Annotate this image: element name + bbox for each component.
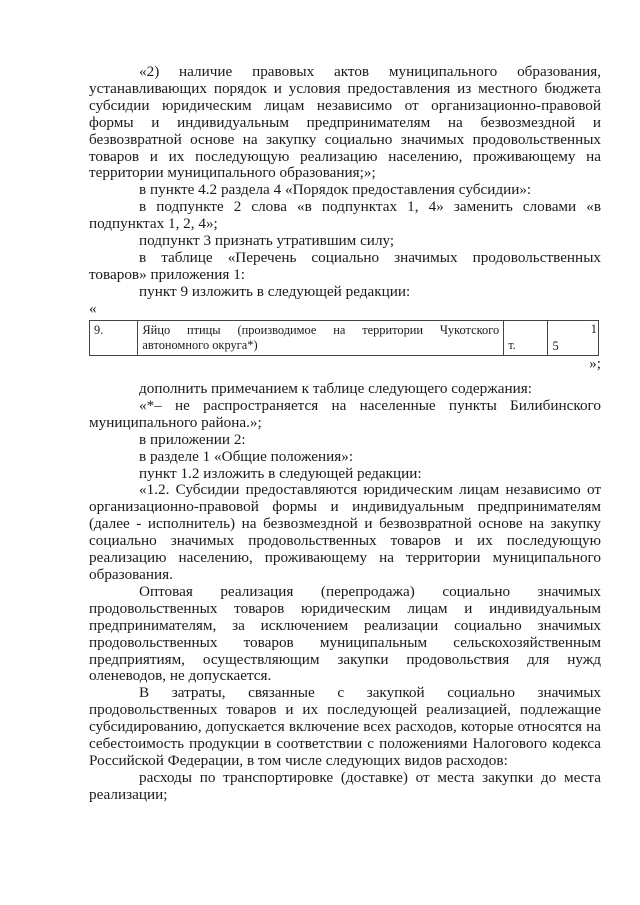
paragraph-appendix-2: в приложении 2: <box>139 430 246 448</box>
paragraph-table-intro: в таблице «Перечень социально значимых продовольственных товаров» приложения 1: <box>89 248 601 283</box>
quantity-line-2: 5 <box>552 339 559 353</box>
table-row <box>90 321 600 356</box>
table-close-quote: »; <box>589 355 601 372</box>
row-product-name: Яйцо птицы (производимое на территории Чукотского автономного округа*) <box>138 321 504 356</box>
paragraph-add-note: дополнить примечанием к таблице следующего содержания: <box>139 380 532 397</box>
paragraph-point-9: пункт 9 изложить в следующей редакции: <box>139 282 411 300</box>
paragraph-1-2-text: «1.2. Субсидии предоставляются юридическим лицам независимо от организационно-правовой формы и индивидуальным предпринимателям (далее - исполнитель) на безвозмездной и безвозвратной основе на закупку социально значимых продовольственных товаров и их последующую реализацию населению, проживающему на территории муниципального образования. <box>89 481 601 583</box>
quantity-line-1: 1 <box>590 322 597 336</box>
paragraph-point-4-2: в пункте 4.2 раздела 4 «Порядок предоставления субсидии»: <box>139 181 532 199</box>
products-table-wrap <box>89 320 601 373</box>
top-paragraphs <box>89 64 601 318</box>
paragraph-wholesale: Оптовая реализация (перепродажа) социально значимых продовольственных товаров юридическим лицам и индивидуальным предпринимателям, за исключением реализации социально значимых продовольственных товаров муниципальным сельскохозяйственным предприятиям, осуществляющим закупки продовольствия для нужд оленеводов, не допускается. <box>89 582 601 685</box>
row-number: 9. <box>90 321 138 356</box>
row-quantity <box>548 321 598 356</box>
paragraph-subpoint-2: в подпункте 2 слова «в подпунктах 1, 4» заменить словами «в подпунктах 1, 2, 4»; <box>89 198 601 233</box>
paragraph-section-1: в разделе 1 «Общие положения»: <box>139 447 354 465</box>
paragraph-transport: расходы по транспортировке (доставке) от места закупки до места реализации; <box>89 768 601 803</box>
paragraph-note-text: «*– не распространяется на населенные пункты Билибинского муниципального района.»; <box>89 396 601 431</box>
bottom-paragraphs <box>89 381 601 804</box>
products-table <box>89 320 599 356</box>
paragraph-condition-2: «2) наличие правовых актов муниципального образования, устанавливающих порядок и условия предоставления из местного бюджета субсидии юридическим лицам независимо от организационно-правовой формы и индивидуальным предпринимателям на безвозмездной и безвозвратной основе на закупку социально значимых продовольственных товаров и их последующую реализацию населению, проживающему на территории муниципального образования;»; <box>89 63 601 182</box>
paragraph-costs: В затраты, связанные с закупкой социально значимых продовольственных товаров и их последующей реализацией, подлежащие субсидированию, допускается включение всех расходов, которые относятся на себестоимость продукции в соответствии с положениями Налогового кодекса Российской Федерации, в том числе следующих видов расходов: <box>89 684 601 769</box>
table-open-quote: « <box>89 299 97 317</box>
paragraph-point-1-2: пункт 1.2 изложить в следующей редакции: <box>139 464 422 482</box>
row-unit: т. <box>504 321 548 356</box>
paragraph-subpoint-3: подпункт 3 признать утратившим силу; <box>139 232 395 250</box>
